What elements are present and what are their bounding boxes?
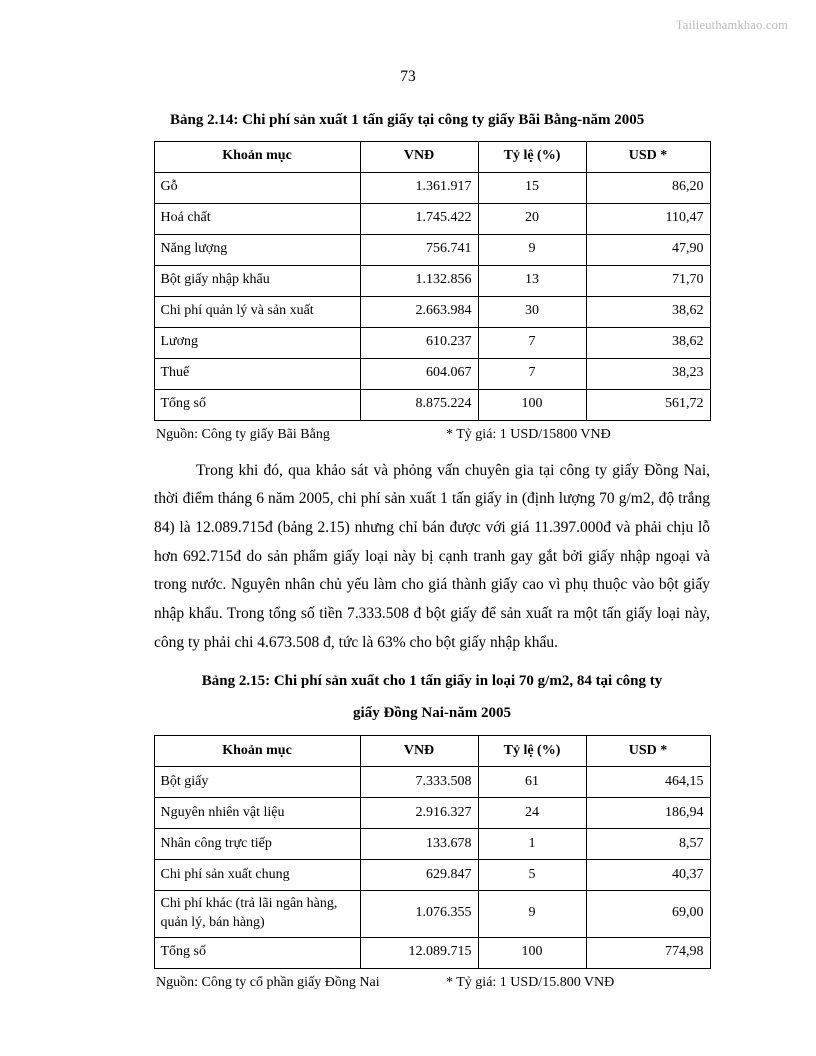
table2-caption-line2: giấy Đồng Nai-năm 2005 — [353, 705, 511, 722]
table-row — [154, 172, 710, 203]
cell-item: Nguyên nhiên vật liệu — [154, 797, 360, 828]
cell-usd: 47,90 — [586, 234, 710, 265]
table1-source-row — [152, 427, 712, 443]
cell-percent: 7 — [478, 358, 586, 389]
cell-vnd: 2.916.327 — [360, 797, 478, 828]
cell-vnd: 604.067 — [360, 358, 478, 389]
cell-percent: 100 — [478, 389, 586, 420]
cell-percent: 100 — [478, 937, 586, 968]
cell-item: Năng lượng — [154, 234, 360, 265]
table-row — [154, 296, 710, 327]
cell-vnd: 12.089.715 — [360, 937, 478, 968]
table-row-total — [154, 389, 710, 420]
cell-usd: 69,00 — [586, 890, 710, 937]
table-row — [154, 766, 710, 797]
cell-vnd: 756.741 — [360, 234, 478, 265]
cell-item: Bột giấy — [154, 766, 360, 797]
table1-source: Nguồn: Công ty giấy Bãi Bằng — [156, 426, 330, 442]
table-header-row — [154, 141, 710, 172]
column-header-percent: Tỷ lệ (%) — [478, 141, 586, 172]
table-header-row — [154, 735, 710, 766]
cell-vnd: 2.663.984 — [360, 296, 478, 327]
column-header-usd: USD * — [586, 141, 710, 172]
table-row — [154, 234, 710, 265]
cell-item: Tổng số — [154, 937, 360, 968]
site-watermark: Tailieuthamkhao.com — [675, 18, 788, 32]
cell-usd: 86,20 — [586, 172, 710, 203]
page-number: 73 — [400, 68, 416, 85]
cell-percent: 13 — [478, 265, 586, 296]
cell-usd: 71,70 — [586, 265, 710, 296]
table-row — [154, 859, 710, 890]
table2-caption-line1: Bảng 2.15: Chi phí sản xuất cho 1 tấn giấy in loại 70 g/m2, 84 tại công ty — [201, 673, 663, 690]
cell-item: Nhân công trực tiếp — [154, 828, 360, 859]
table-row — [154, 203, 710, 234]
cell-vnd: 8.875.224 — [360, 389, 478, 420]
page-content — [152, 110, 712, 991]
cell-vnd: 133.678 — [360, 828, 478, 859]
table-production-cost-dong-nai — [154, 735, 711, 969]
cell-vnd: 629.847 — [360, 859, 478, 890]
cell-percent: 5 — [478, 859, 586, 890]
column-header-item: Khoản mục — [154, 141, 360, 172]
cell-item: Chi phí khác (trả lãi ngân hàng, quản lý, bán hàng) — [154, 890, 360, 937]
cell-item: Chi phí sản xuất chung — [154, 859, 360, 890]
column-header-vnd: VNĐ — [360, 141, 478, 172]
cell-item: Bột giấy nhập khẩu — [154, 265, 360, 296]
table-row — [154, 797, 710, 828]
cell-vnd: 1.361.917 — [360, 172, 478, 203]
table2-exchange-rate-note: * Tỷ giá: 1 USD/15.800 VNĐ — [446, 974, 615, 990]
table-row — [154, 890, 710, 937]
cell-percent: 24 — [478, 797, 586, 828]
table-row — [154, 327, 710, 358]
cell-percent: 61 — [478, 766, 586, 797]
cell-usd: 8,57 — [586, 828, 710, 859]
cell-item: Chi phí quản lý và sản xuất — [154, 296, 360, 327]
cell-usd: 110,47 — [586, 203, 710, 234]
table2-source: Nguồn: Công ty cổ phần giấy Đồng Nai — [156, 974, 380, 990]
table1-exchange-rate-note: * Tỷ giá: 1 USD/15800 VNĐ — [446, 426, 611, 442]
cell-percent: 9 — [478, 234, 586, 265]
cell-usd: 186,94 — [586, 797, 710, 828]
cell-usd: 38,23 — [586, 358, 710, 389]
cell-percent: 1 — [478, 828, 586, 859]
table-row — [154, 358, 710, 389]
cell-percent: 15 — [478, 172, 586, 203]
cell-percent: 30 — [478, 296, 586, 327]
cell-vnd: 1.132.856 — [360, 265, 478, 296]
cell-item: Gỗ — [154, 172, 360, 203]
cell-item: Thuế — [154, 358, 360, 389]
cell-item: Hoá chất — [154, 203, 360, 234]
table-production-cost-bai-bang — [154, 141, 711, 421]
table2-source-row — [152, 975, 712, 991]
cell-vnd: 610.237 — [360, 327, 478, 358]
cell-usd: 40,37 — [586, 859, 710, 890]
column-header-vnd: VNĐ — [360, 735, 478, 766]
cell-usd: 561,72 — [586, 389, 710, 420]
body-paragraph: Trong khi đó, qua khảo sát và phỏng vấn chuyên gia tại công ty giấy Đồng Nai, thời điểm tháng 6 năm 2005, chi phí sản xuất 1 tấn giấy in (định lượng 70 g/m2, độ trắng 84) là 12.089.715đ (bảng 2.15) nhưng chỉ bán được với giá 11.397.000đ và phải chịu lỗ hơn 692.715đ do sản phẩm giấy loại này bị cạnh tranh gay gắt bởi giấy nhập ngoại và trong nước. Nguyên nhân chủ yếu làm cho giá thành giấy cao vì phụ thuộc vào bột giấy nhập khẩu. Trong tổng số tiền 7.333.508 đ bột giấy để sản xuất ra một tấn giấy loại này, công ty phải chi 4.673.508 đ, tức là 63% cho bột giấy nhập khẩu. — [154, 461, 710, 651]
cell-usd: 464,15 — [586, 766, 710, 797]
table-row — [154, 828, 710, 859]
table-row-total — [154, 937, 710, 968]
column-header-usd: USD * — [586, 735, 710, 766]
column-header-percent: Tỷ lệ (%) — [478, 735, 586, 766]
cell-usd: 774,98 — [586, 937, 710, 968]
cell-percent: 7 — [478, 327, 586, 358]
table2-caption-block — [152, 671, 712, 725]
cell-usd: 38,62 — [586, 296, 710, 327]
table1-caption: Bảng 2.14: Chi phí sản xuất 1 tấn giấy tại công ty giấy Bãi Bằng-năm 2005 — [170, 112, 645, 128]
cell-item: Lương — [154, 327, 360, 358]
cell-item: Tổng số — [154, 389, 360, 420]
column-header-item: Khoản mục — [154, 735, 360, 766]
cell-vnd: 1.745.422 — [360, 203, 478, 234]
cell-percent: 20 — [478, 203, 586, 234]
cell-vnd: 7.333.508 — [360, 766, 478, 797]
cell-vnd: 1.076.355 — [360, 890, 478, 937]
cell-percent: 9 — [478, 890, 586, 937]
cell-usd: 38,62 — [586, 327, 710, 358]
table-row — [154, 265, 710, 296]
